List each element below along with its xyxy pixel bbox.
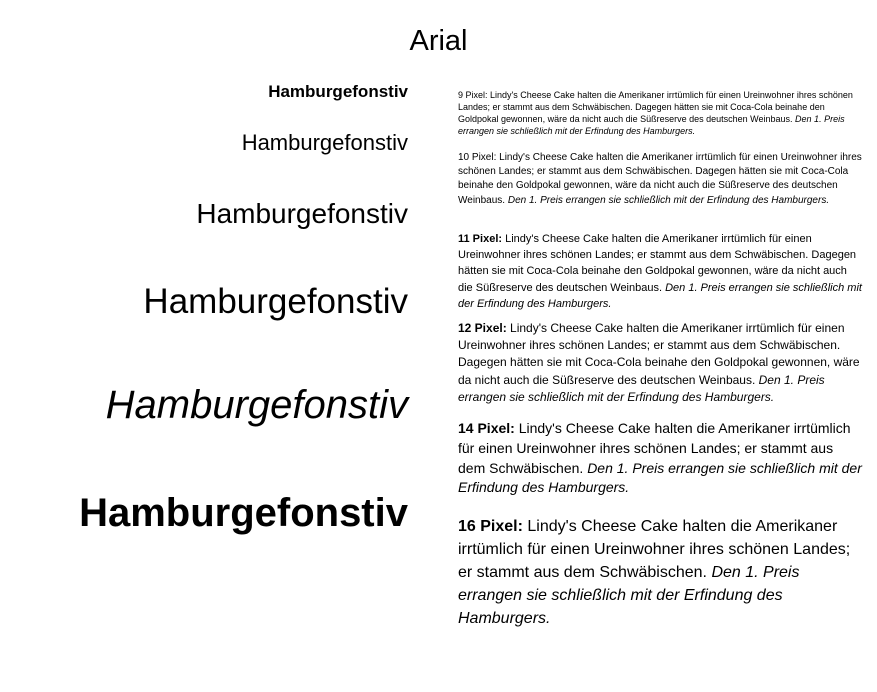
- sample-body: Lindy's Cheese Cake halten die Amerikaner irrtümlich für einen Ureinwohner ihres schönen Landes; er stammt aus dem Schwäbischen. Dagegen hätten sie mit Coca-Cola beinahe den Goldpokal gewonnen, wäre da nicht auch die Süßreserve des deutschen Weinbaus.: [458, 321, 860, 387]
- sample-body: Lindy's Cheese Cake halten die Amerikaner irrtümlich für einen Ureinwohner ihres schönen Landes; er stammt aus dem Schwäbischen.: [458, 420, 851, 476]
- size-label: 11 Pixel:: [458, 233, 503, 245]
- size-label: 16 Pixel:: [458, 518, 523, 535]
- sample-italic: Den 1. Preis errangen sie schließlich mit der Erfindung des Hamburgers.: [458, 564, 800, 627]
- page-title: Arial: [409, 25, 468, 57]
- text-sample-14px: [458, 419, 863, 498]
- text-sample-10px: [458, 151, 863, 208]
- font-sample-regular-small: Hamburgefonstiv: [241, 130, 408, 155]
- size-label: 9 Pixel:: [458, 90, 488, 100]
- sample-body: Lindy's Cheese Cake halten die Amerikaner irrtümlich für einen Ureinwohner ihres schönen Landes; er stammt aus dem Schwäbischen. Dagegen hätten sie mit Coca-Cola beinahe den Goldpokal gewonnen, wäre da nicht auch die Süßreserve des deutschen Weinbaus.: [458, 152, 862, 206]
- text-sample-16px: [458, 515, 863, 630]
- sample-italic: Den 1. Preis errangen sie schließlich mit der Erfindung des Hamburgers.: [458, 281, 862, 310]
- sample-body: Lindy's Cheese Cake halten die Amerikaner irrtümlich für einen Ureinwohner ihres schönen Landes; er stammt aus dem Schwäbischen. Dagegen hätten sie mit Coca-Cola beinahe den Goldpokal gewonnen, wäre da nicht auch die Süßreserve des deutschen Weinbaus.: [458, 90, 853, 124]
- sample-italic: Den 1. Preis errangen sie schließlich mit der Erfindung des Hamburgers.: [458, 372, 825, 404]
- sample-italic: Den 1. Preis errangen sie schließlich mit der Erfindung des Hamburgers.: [458, 114, 845, 136]
- size-label: 14 Pixel:: [458, 420, 515, 436]
- font-sample-bold-large: Hamburgefonstiv: [79, 491, 408, 535]
- size-label: 10 Pixel:: [458, 152, 497, 163]
- sample-body: Lindy's Cheese Cake halten die Amerikaner irrtümlich für einen Ureinwohner ihres schönen Landes; er stammt aus dem Schwäbischen. Dagegen hätten sie mit Coca-Cola beinahe den Goldpokal gewonnen, wäre da nicht auch die Süßreserve des deutschen Weinbaus.: [458, 233, 857, 294]
- text-sample-12px: [458, 320, 863, 406]
- font-sample-italic-large: Hamburgefonstiv: [105, 383, 408, 427]
- size-label: 12 Pixel:: [458, 321, 507, 335]
- font-sample-regular-large: Hamburgefonstiv: [143, 282, 408, 321]
- font-sample-regular-medium: Hamburgefonstiv: [196, 198, 408, 229]
- sample-body: Lindy's Cheese Cake halten die Amerikaner irrtümlich für einen Ureinwohner ihres schönen Landes; er stammt aus dem Schwäbischen.: [458, 518, 851, 581]
- font-sample-bold-small: Hamburgefonstiv: [268, 82, 408, 101]
- sample-italic: Den 1. Preis errangen sie schließlich mit der Erfindung des Hamburgers.: [458, 459, 862, 496]
- text-sample-11px: [458, 231, 863, 312]
- text-sample-9px: [458, 89, 863, 137]
- sample-italic: Den 1. Preis errangen sie schließlich mit der Erfindung des Hamburgers.: [507, 194, 830, 206]
